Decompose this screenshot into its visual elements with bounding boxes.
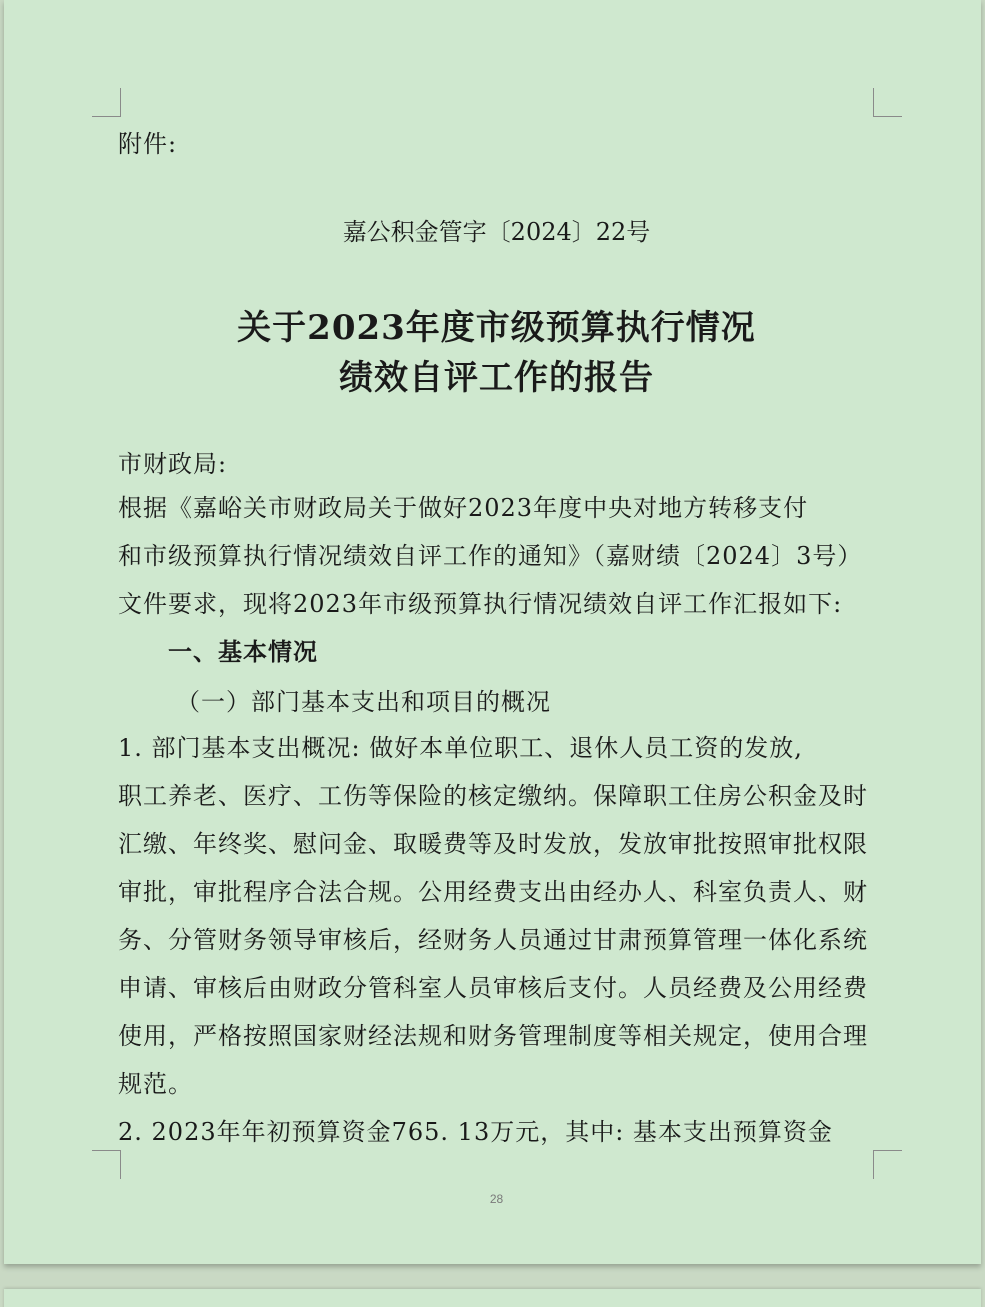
intro-line: 根据《嘉峪关市财政局关于做好2023年度中央对地方转移支付: [118, 494, 809, 522]
document-page: [4, 0, 981, 1264]
paragraph-line: 职工养老、医疗、工伤等保险的核定缴纳。保障职工住房公积金及时: [118, 782, 868, 810]
paragraph-line: 申请、审核后由财政分管科室人员审核后支付。人员经费及公用经费: [118, 974, 868, 1002]
paragraph-line: 汇缴、年终奖、慰问金、取暖费等及时发放，发放审批按照审批权限: [118, 830, 868, 858]
attachment-label: 附件:: [118, 130, 178, 158]
paragraph-line: 2. 2023年年初预算资金765. 13万元，其中: 基本支出预算资金: [118, 1118, 833, 1146]
paragraph-line: 务、分管财务领导审核后，经财务人员通过甘肃预算管理一体化系统: [118, 926, 868, 954]
intro-line: 文件要求，现将2023年市级预算执行情况绩效自评工作汇报如下:: [118, 590, 843, 618]
title-line-1: 关于2023年度市级预算执行情况: [237, 308, 756, 348]
document-number: 嘉公积金管字〔2024〕22号: [342, 218, 651, 246]
paragraph-line: 规范。: [118, 1070, 193, 1098]
page-number: 28: [489, 1192, 504, 1206]
crop-mark-bottom-left: [92, 1150, 121, 1179]
paragraph-line: 1. 部门基本支出概况: 做好本单位职工、退休人员工资的发放,: [118, 734, 803, 762]
next-page-edge: [4, 1289, 981, 1307]
subsection-heading: （一）部门基本支出和项目的概况: [176, 688, 551, 716]
paragraph-line: 使用，严格按照国家财经法规和财务管理制度等相关规定，使用合理: [118, 1022, 868, 1050]
title-line-2: 绩效自评工作的报告: [339, 358, 654, 398]
addressee: 市财政局:: [118, 450, 228, 478]
intro-line: 和市级预算执行情况绩效自评工作的通知》（嘉财绩〔2024〕3号）: [118, 542, 863, 570]
crop-mark-top-right: [873, 88, 902, 117]
crop-mark-top-left: [92, 88, 121, 117]
section-heading: 一、基本情况: [168, 637, 318, 666]
paragraph-line: 审批，审批程序合法合规。公用经费支出由经办人、科室负责人、财: [118, 878, 868, 906]
